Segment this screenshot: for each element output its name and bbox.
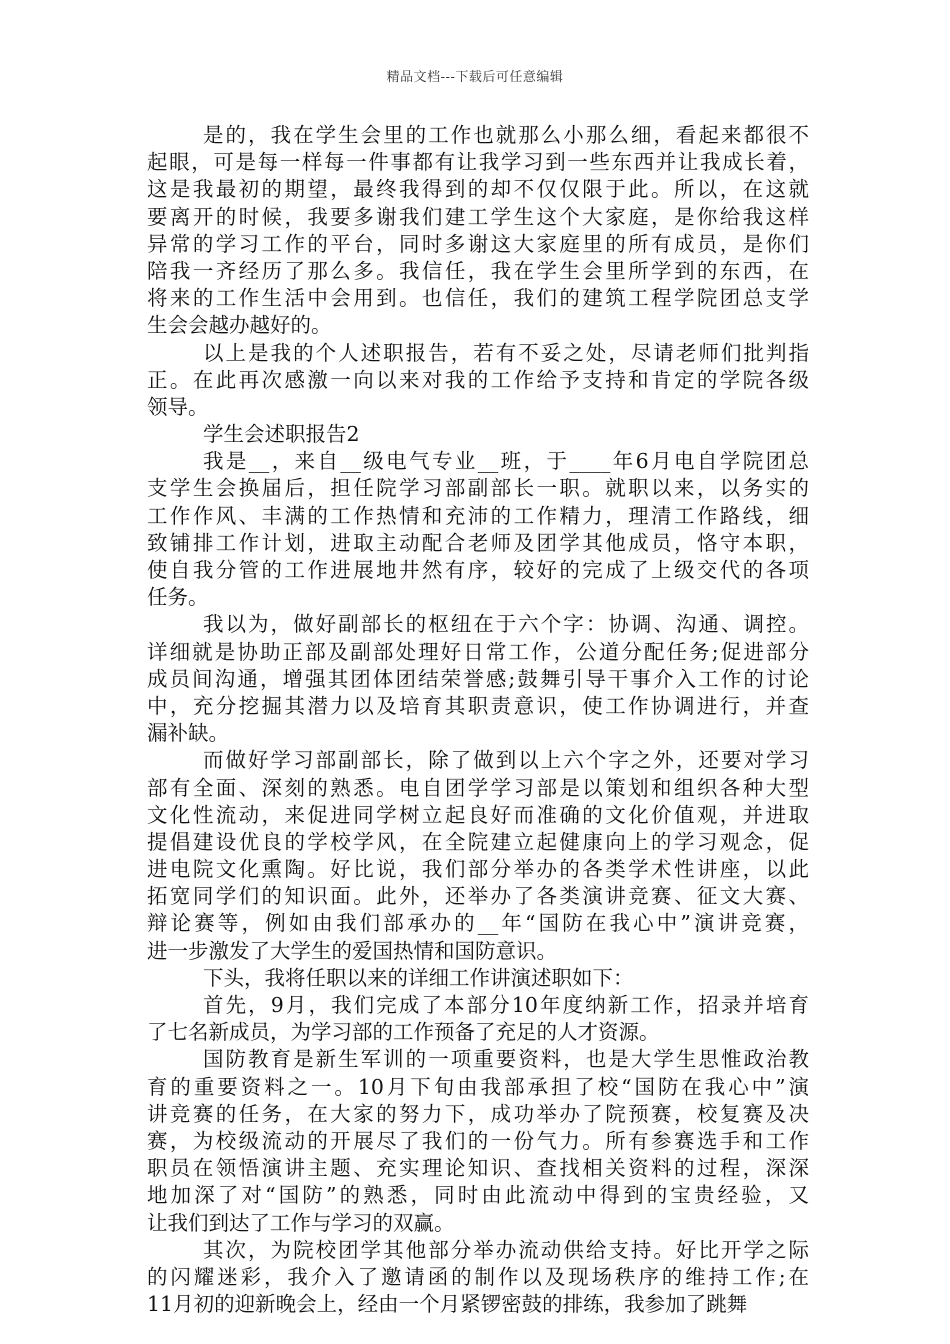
text-line: 成员间沟通，增强其团体团结荣誉感;鼓舞引导干事介入工作的讨论	[147, 666, 809, 691]
text-line: 异常的学习工作的平台，同时多谢这大家庭里的所有成员，是你们	[147, 231, 809, 256]
paragraph	[147, 340, 809, 422]
text-line: 文化性流动，来促进同学树立起良好而准确的文化价值观，并进取	[147, 802, 809, 827]
paragraph	[147, 1237, 809, 1319]
paragraph	[147, 747, 809, 965]
text-line: 11月初的迎新晚会上，经由一个月紧锣密鼓的排练，我参加了跳舞	[147, 1292, 748, 1317]
text-line: 我是__，来自__级电气专业__班，于____年6月电自学院团总	[203, 449, 809, 474]
paragraph	[147, 1046, 809, 1236]
paragraph	[147, 421, 809, 448]
text-line: 将来的工作生活中会用到。也信任，我们的建筑工程学院团总支学	[147, 286, 809, 311]
text-line: 进一步激发了大学生的爱国热情和国防意识。	[147, 938, 557, 963]
document-body	[147, 122, 809, 1318]
text-line: 致铺排工作计划，进取主动配合老师及团学其他成员，恪守本职，	[147, 530, 809, 555]
text-line: 国防教育是新生军训的一项重要资料，也是大学生思惟政治教	[203, 1047, 809, 1072]
paragraph	[147, 448, 809, 611]
text-line: 是的，我在学生会里的工作也就那么小那么细，看起来都很不	[203, 123, 809, 147]
text-line: 提倡建设优良的学校学风，在全院建立起健康向上的学习观念，促	[147, 829, 809, 854]
text-line: 下头，我将任职以来的详细工作讲演述职如下：	[203, 965, 634, 990]
text-line: 详细就是协助正部及副部处理好日常工作，公道分配任务;促进部分	[147, 639, 809, 664]
text-line: 讲竞赛的任务，在大家的努力下，成功举办了院预赛，校复赛及决	[147, 1101, 809, 1126]
text-line: 陪我一齐经历了那么多。我信任，我在学生会里所学到的东西，在	[147, 258, 809, 283]
text-line: 进电院文化熏陶。好比说，我们部分举办的各类学术性讲座，以此	[147, 857, 809, 882]
text-line: 工作作风、丰满的工作热情和充沛的工作精力，理清工作路线，细	[147, 503, 809, 528]
text-line: 任务。	[147, 585, 209, 610]
paragraph	[147, 611, 809, 747]
text-line: 让我们到达了工作与学习的双赢。	[147, 1210, 455, 1235]
text-line: 的闪耀迷彩，我介入了邀请函的制作以及现场秩序的维持工作;在	[147, 1264, 809, 1289]
text-line: 使自我分管的工作进展地井然有序，较好的完成了上级交代的各项	[147, 558, 809, 582]
text-line: 学生会述职报告2	[203, 422, 360, 447]
text-line: 支学生会换届后，担任院学习部副部长一职。就职以来，以务实的	[147, 476, 809, 501]
text-line: 而做好学习部副部长，除了做到以上六个字之外，还要对学习	[203, 748, 809, 773]
text-line: 其次，为院校团学其他部分举办流动供给支持。好比开学之际	[203, 1237, 809, 1262]
text-line: 以上是我的个人述职报告，若有不妥之处，尽请老师们批判指	[203, 340, 809, 365]
text-line: 中，充分挖掘其潜力以及培育其职责意识，使工作协调进行，并查	[147, 693, 809, 718]
text-line: 拓宽同学们的知识面。此外，还举办了各类演讲竞赛、征文大赛、	[147, 884, 809, 909]
text-line: 了七名新成员，为学习部的工作预备了充足的人才资源。	[147, 1020, 660, 1045]
text-line: 育的重要资料之一。10月下旬由我部承担了校“国防在我心中”演	[147, 1074, 809, 1099]
text-line: 漏补缺。	[147, 721, 229, 746]
text-line: 这是我最初的期望，最终我得到的却不仅仅限于此。所以，在这就	[147, 177, 809, 202]
text-line: 赛，为校级流动的开展尽了我们的一份气力。所有参赛选手和工作	[147, 1128, 809, 1153]
text-line: 部有全面、深刻的熟悉。电自团学学习部是以策划和组织各种大型	[147, 775, 809, 800]
text-line: 地加深了对“国防”的熟悉，同时由此流动中得到的宝贵经验，又	[147, 1183, 809, 1208]
page-header: 精品文档---下载后可任意编辑	[386, 70, 564, 85]
text-line: 首先，9月，我们完成了本部分10年度纳新工作，招录并培育	[203, 993, 809, 1017]
paragraph	[147, 992, 809, 1046]
text-line: 生会会越办越好的。	[147, 313, 332, 338]
text-line: 领导。	[147, 394, 209, 419]
text-line: 我以为，做好副部长的枢纽在于六个字：协调、沟通、调控。	[203, 612, 809, 637]
paragraph	[147, 965, 809, 992]
paragraph	[147, 122, 809, 340]
text-line: 正。在此再次感激一向以来对我的工作给予支持和肯定的学院各级	[147, 367, 809, 392]
text-line: 要离开的时候，我要多谢我们建工学生这个大家庭，是你给我这样	[147, 204, 809, 229]
text-line: 辩论赛等，例如由我们部承办的__年“国防在我心中”演讲竞赛，	[147, 911, 809, 936]
text-line: 起眼，可是每一样每一件事都有让我学习到一些东西并让我成长着，	[147, 150, 809, 175]
text-line: 职员在领悟演讲主题、充实理论知识、查找相关资料的过程，深深	[147, 1156, 809, 1181]
